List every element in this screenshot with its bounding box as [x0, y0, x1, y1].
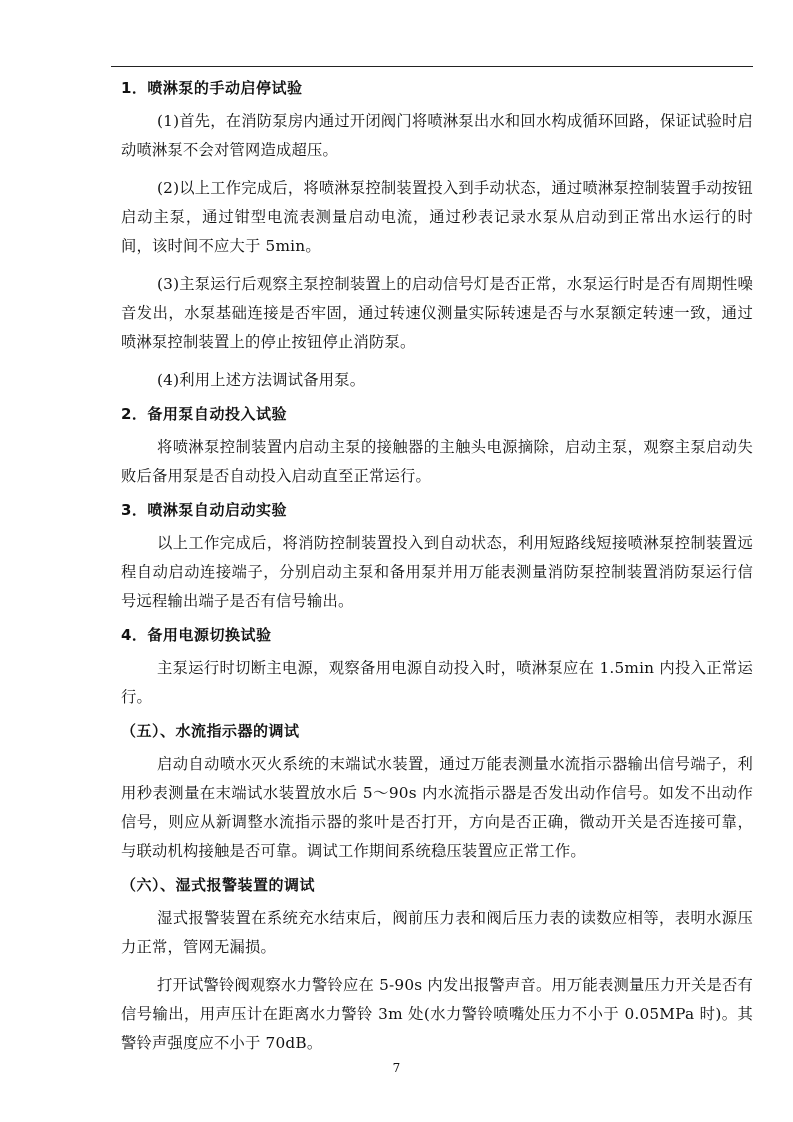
paragraph: (2)以上工作完成后，将喷淋泵控制装置投入到手动状态，通过喷淋泵控制装置手动按钮启动主泵，通过钳型电流表测量启动电流，通过秒表记录水泵从启动到正常出水运行的时间，该时间不应大于 5min。 — [121, 179, 753, 255]
section-heading: 3．喷淋泵自动启动实验 — [121, 501, 287, 519]
page-body — [121, 78, 753, 1067]
section-pump-manual-test — [121, 78, 753, 395]
paragraph: 将喷淋泵控制装置内启动主泵的接触器的主触头电源摘除，启动主泵，观察主泵启动失败后备用泵是否自动投入启动直至正常运行。 — [121, 438, 753, 485]
section-flow-indicator — [121, 721, 753, 866]
header-rule — [111, 66, 753, 67]
paragraph: 湿式报警装置在系统充水结束后，阀前压力表和阀后压力表的读数应相等，表明水源压力正常，管网无漏损。 — [121, 909, 753, 956]
paragraph: (3)主泵运行后观察主泵控制装置上的启动信号灯是否正常，水泵运行时是否有周期性噪音发出，水泵基础连接是否牢固，通过转速仪测量实际转速是否与水泵额定转速一致，通过喷淋泵控制装置上的停止按钮停止消防泵。 — [121, 275, 753, 351]
section-pump-auto-start — [121, 500, 753, 616]
page-number: 7 — [392, 1061, 401, 1075]
paragraph: 打开试警铃阀观察水力警铃应在 5-90s 内发出报警声音。用万能表测量压力开关是否有信号输出，用声压计在距离水力警铃 3m 处(水力警铃喷嘴处压力不小于 0.05MPa 时)。其警铃声强度应不小于 70dB。 — [121, 976, 753, 1052]
section-wet-alarm — [121, 875, 753, 1058]
paragraph: 以上工作完成后，将消防控制装置投入到自动状态，利用短路线短接喷淋泵控制装置远程自动启动连接端子，分别启动主泵和备用泵并用万能表测量消防泵控制装置消防泵运行信号远程输出端子是否有信号输出。 — [121, 534, 753, 610]
section-heading: 4．备用电源切换试验 — [121, 626, 272, 644]
section-power-switch-test — [121, 625, 753, 712]
section-heading: （六）、湿式报警装置的调试 — [121, 876, 316, 894]
section-heading: （五）、水流指示器的调试 — [121, 722, 300, 740]
section-heading: 1．喷淋泵的手动启停试验 — [121, 79, 303, 97]
paragraph: (4)利用上述方法调试备用泵。 — [157, 371, 366, 389]
section-heading: 2．备用泵自动投入试验 — [121, 405, 287, 423]
paragraph: 主泵运行时切断主电源，观察备用电源自动投入时，喷淋泵应在 1.5min 内投入正常运行。 — [121, 659, 753, 706]
section-standby-pump-test — [121, 404, 753, 491]
paragraph: 启动自动喷水灭火系统的末端试水装置，通过万能表测量水流指示器输出信号端子，利用秒表测量在末端试水装置放水后 5～90s 内水流指示器是否发出动作信号。如发不出动作信号，则应从新调整水流指示器的浆叶是否打开，方向是否正确，微动开关是否连接可靠，与联动机构接触是否可靠。调试工作期间系统稳压装置应正常工作。 — [121, 755, 753, 860]
paragraph: (1)首先，在消防泵房内通过开闭阀门将喷淋泵出水和回水构成循环回路，保证试验时启动喷淋泵不会对管网造成超压。 — [121, 112, 753, 159]
